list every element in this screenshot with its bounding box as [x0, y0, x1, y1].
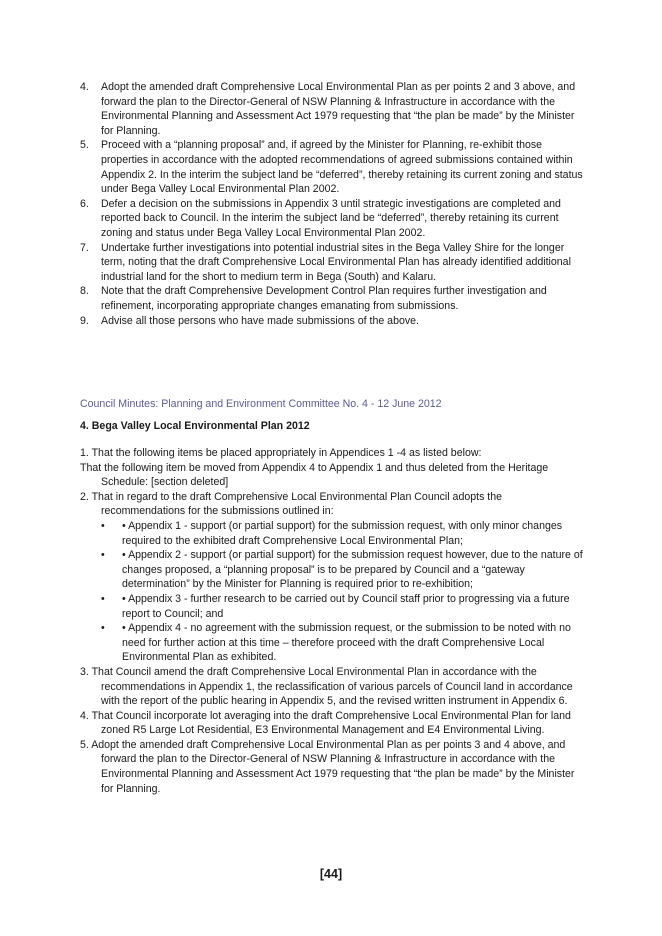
section-heading: Council Minutes: Planning and Environment Committee No. 4 - 12 June 2012 [80, 398, 442, 410]
list-number: 8. [80, 285, 89, 298]
bullet-text: • Appendix 3 - further research to be carried out by Council staff prior to progressing via a future report to Council; and [122, 592, 570, 620]
bullet-dot: • [101, 549, 105, 562]
bullet-dot: • [101, 519, 105, 532]
bullet-item [80, 592, 585, 621]
list-number: 5. [80, 139, 89, 152]
bullet-item [80, 621, 585, 665]
bullet-dot: • [101, 622, 105, 635]
bullet-text: • Appendix 4 - no agreement with the submission request, or the submission to be noted with no need for further action at this time – therefore proceed with the draft Comprehensive Local Environmental Plan as exhibited. [122, 622, 571, 664]
bullet-text: • Appendix 2 - support (or partial support) for the submission request however, due to the nature of changes proposed, a “planning proposal” is to be prepared by Council and a “gateway determination” by the Minister for Planning is required prior to re-exhibition; [122, 549, 583, 591]
list-number: 7. [80, 241, 89, 254]
list-item [80, 197, 585, 241]
minutes-paragraph-2: 2. That in regard to the draft Comprehensive Local Environmental Plan Council adopts the recommendations for the submissions outlined in: [80, 490, 503, 518]
recommendations-list [80, 80, 585, 328]
bullet-item [80, 548, 585, 592]
list-number: 6. [80, 197, 89, 210]
list-item [80, 241, 585, 285]
list-item-text: Proceed with a “planning proposal” and, if agreed by the Minister for Planning, re-exhibit those properties in accordance with the adopted recommendations of agreed submissions contained within Appendix 2. In the interim the subject land be “deferred”, thereby retaining its current zoning and status under Bega Valley Local Environmental Plan 2002. [101, 139, 583, 196]
list-number: 4. [80, 81, 89, 93]
minutes-paragraph-4: 4. That Council incorporate lot averaging into the draft Comprehensive Local Environmental Plan for land zoned R5 Large Lot Residential, E3 Environmental Management and E4 Environmental Living. [80, 709, 571, 737]
list-number: 9. [80, 314, 89, 327]
page-number: [44] [319, 867, 343, 881]
minutes-paragraph-1: 1. That the following items be placed appropriately in Appendices 1 -4 as listed below: [80, 447, 482, 459]
list-item-text: Note that the draft Comprehensive Development Control Plan requires further investigation and refinement, incorporating appropriate changes emanating from submissions. [101, 285, 547, 312]
minutes-paragraph-5: 5. Adopt the amended draft Comprehensive Local Environmental Plan as per points 3 and 4 above, and forward the plan to the Director-General of NSW Planning & Infrastructure in accordance with the Environmental Planning and Assessment Act 1979 requesting that “the plan be made” by the Minister for Planning. [80, 738, 575, 795]
list-item-text: Undertake further investigations into potential industrial sites in the Bega Valley Shire for the longer term, noting that the draft Comprehensive Local Environmental Plan has already identified additional industrial land for the short to medium term in Bega (South) and Kalaru. [101, 241, 571, 283]
list-item-text: Advise all those persons who have made submissions of the above. [101, 314, 419, 327]
bullet-dot: • [101, 592, 105, 605]
bullet-text: • Appendix 1 - support (or partial support) for the submission request, with only minor changes required to the exhibited draft Comprehensive Local Environmental Plan; [122, 519, 563, 547]
sub-heading: 4. Bega Valley Local Environmental Plan 2012 [80, 420, 310, 432]
list-item [80, 80, 585, 138]
list-item [80, 314, 585, 329]
minutes-paragraph-3: 3. That Council amend the draft Comprehensive Local Environmental Plan in accordance with the recommendations in Appendix 1, the reclassification of various parcels of Council land in accordance with the report of the public hearing in Appendix 5, and the revised written instrument in Appendix 6. [80, 665, 573, 708]
appendix-bullet-list [80, 519, 585, 665]
list-item [80, 138, 585, 196]
bullet-item [80, 519, 585, 548]
list-item-text: Adopt the amended draft Comprehensive Local Environmental Plan as per points 2 and 3 above, and forward the plan to the Director-General of NSW Planning & Infrastructure in accordance with the Environmental Planning and Assessment Act 1979 requesting that “the plan be made” by the Minister for Planning. [101, 81, 576, 137]
list-item [80, 284, 585, 313]
list-item-text: Defer a decision on the submissions in Appendix 3 until strategic investigations are completed and reported back to Council. In the interim the subject land be “deferred”, thereby retaining its current zoning and status under Bega Valley Local Environmental Plan 2002. [101, 197, 561, 239]
minutes-body [80, 446, 585, 796]
minutes-paragraph-1b: That the following item be moved from Appendix 4 to Appendix 1 and thus deleted from the Heritage Schedule: [section deleted] [80, 461, 549, 489]
